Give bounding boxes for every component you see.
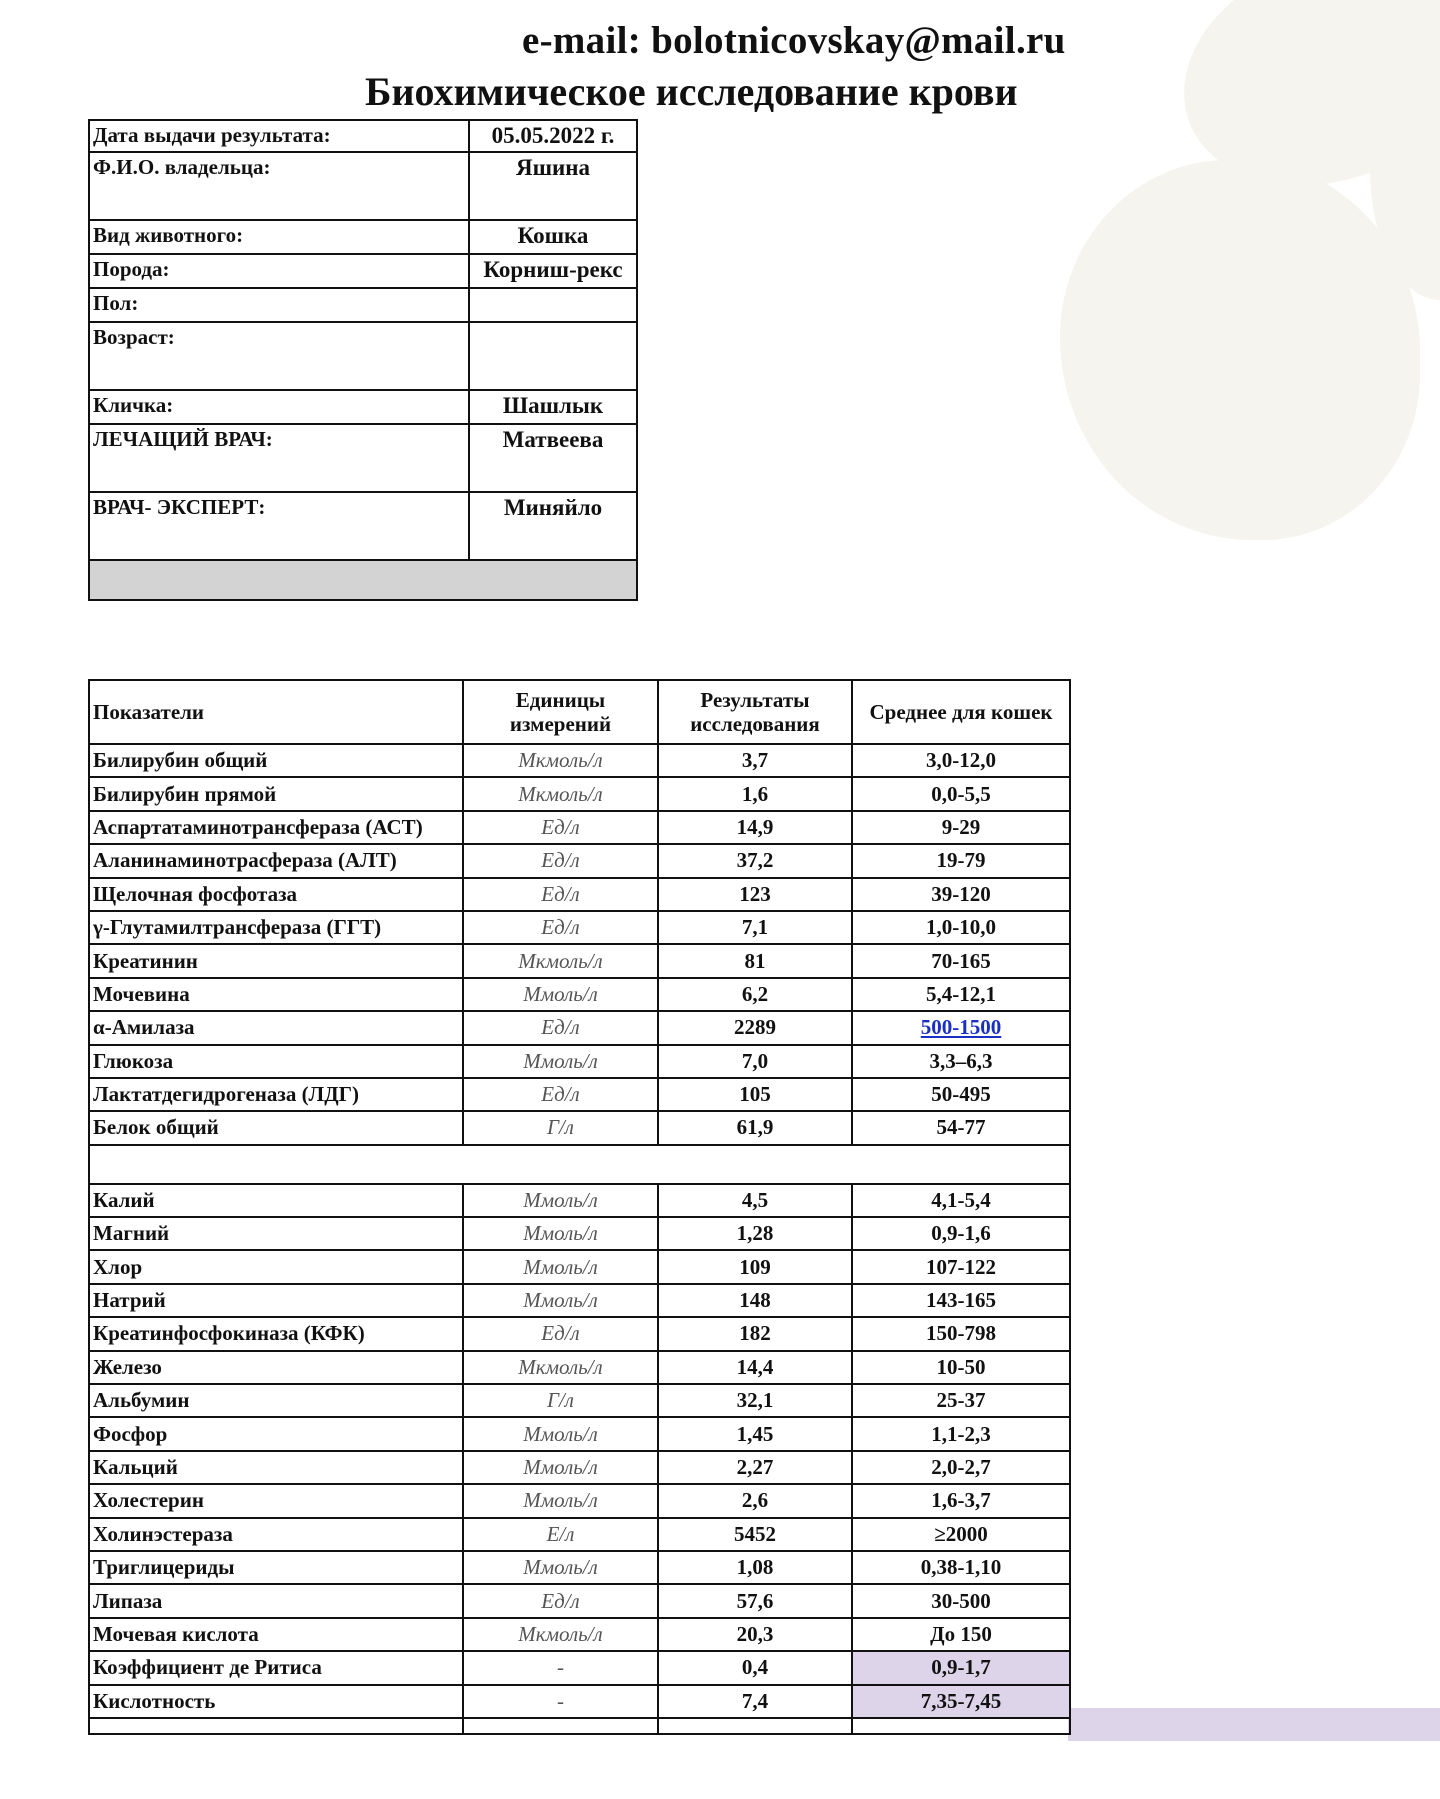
unit: Мкмоль/л [463,744,658,777]
empty-cell [463,1718,658,1734]
indicator-name: Аспартатаминотрансфераза (АСТ) [89,811,463,844]
unit: Ед/л [463,878,658,911]
unit: Мкмоль/л [463,944,658,977]
table-row [89,1351,1070,1384]
info-row [89,152,637,220]
reference-range: 30-500 [852,1584,1070,1617]
unit: Ммоль/л [463,1484,658,1517]
reference-range: 3,0-12,0 [852,744,1070,777]
indicator-name: Мочевая кислота [89,1618,463,1651]
indicator-name: Кислотность [89,1685,463,1718]
reference-range: 1,6-3,7 [852,1484,1070,1517]
info-label: ЛЕЧАЩИЙ ВРАЧ: [89,424,469,492]
reference-range: 150-798 [852,1317,1070,1350]
info-value: Корниш-рекс [469,254,637,288]
indicator-name: Креатинин [89,944,463,977]
info-value: Кошка [469,220,637,254]
table-row [89,878,1070,911]
header-indicator: Показатели [89,680,463,744]
indicator-name: Щелочная фосфотаза [89,878,463,911]
unit: Е/л [463,1518,658,1551]
result-value: 123 [658,878,852,911]
indicator-name: Белок общий [89,1111,463,1144]
table-row [89,944,1070,977]
header-units: Единицы измерений [463,680,658,744]
result-value: 105 [658,1078,852,1111]
page-title: Биохимическое исследование крови [365,69,1018,114]
reference-range: ≥2000 [852,1518,1070,1551]
result-value: 109 [658,1250,852,1283]
empty-cell [658,1718,852,1734]
table-row [89,811,1070,844]
info-value: Матвеева [469,424,637,492]
reference-range: До 150 [852,1618,1070,1651]
indicator-name: Липаза [89,1584,463,1617]
unit: Ммоль/л [463,1417,658,1450]
unit: Мкмоль/л [463,1351,658,1384]
table-row [89,1417,1070,1450]
patient-info-table [88,119,638,601]
result-value: 81 [658,944,852,977]
indicator-name: Натрий [89,1284,463,1317]
unit: Ммоль/л [463,1184,658,1217]
result-value: 7,4 [658,1685,852,1718]
indicator-name: Фосфор [89,1417,463,1450]
reference-range: 39-120 [852,878,1070,911]
reference-range: 5,4-12,1 [852,978,1070,1011]
table-row [89,777,1070,810]
indicator-name: Кальций [89,1451,463,1484]
indicator-name: Калий [89,1184,463,1217]
indicator-name: Аланинаминотрасфераза (АЛТ) [89,844,463,877]
table-row [89,1551,1070,1584]
trailing-row [89,1718,1070,1734]
info-row [89,254,637,288]
reference-range: 9-29 [852,811,1070,844]
indicator-name: γ-Глутамилтрансфераза (ГГТ) [89,911,463,944]
indicator-name: α-Амилаза [89,1011,463,1044]
reference-range: 0,9-1,6 [852,1217,1070,1250]
table-row [89,1451,1070,1484]
info-label: Порода: [89,254,469,288]
table-row [89,1685,1070,1718]
info-value [469,322,637,390]
reference-range: 70-165 [852,944,1070,977]
result-value: 2,6 [658,1484,852,1517]
background-paw-shape [1060,160,1420,540]
indicator-name: Триглицериды [89,1551,463,1584]
indicator-name: Билирубин общий [89,744,463,777]
table-row [89,978,1070,1011]
result-value: 3,7 [658,744,852,777]
reference-range: 50-495 [852,1078,1070,1111]
indicator-name: Холестерин [89,1484,463,1517]
table-row [89,1250,1070,1283]
info-value: Миняйло [469,492,637,560]
reference-range: 25-37 [852,1384,1070,1417]
table-row [89,1484,1070,1517]
info-row [89,390,637,424]
table-row [89,1284,1070,1317]
info-row [89,120,637,152]
unit: Г/л [463,1384,658,1417]
unit: Ммоль/л [463,1451,658,1484]
reference-range: 10-50 [852,1351,1070,1384]
indicator-name: Хлор [89,1250,463,1283]
info-label: Пол: [89,288,469,322]
reference-link[interactable]: 500-1500 [920,1015,1002,1040]
unit: Ед/л [463,1584,658,1617]
reference-range: 143-165 [852,1284,1070,1317]
table-row [89,1317,1070,1350]
table-row [89,744,1070,777]
table-row [89,1011,1070,1044]
info-footer-row [89,560,637,600]
reference-range: 54-77 [852,1111,1070,1144]
result-value: 1,6 [658,777,852,810]
spacer-cell [89,1145,1070,1184]
reference-range [852,1011,1070,1044]
reference-range: 1,0-10,0 [852,911,1070,944]
result-value: 2289 [658,1011,852,1044]
info-value: 05.05.2022 г. [469,120,637,152]
indicator-name: Магний [89,1217,463,1250]
unit: Ммоль/л [463,1045,658,1078]
info-label: Ф.И.О. владельца: [89,152,469,220]
table-row [89,1078,1070,1111]
spacer-row [89,1145,1070,1184]
indicator-name: Мочевина [89,978,463,1011]
reference-range: 0,38-1,10 [852,1551,1070,1584]
indicator-name: Альбумин [89,1384,463,1417]
unit: Ед/л [463,811,658,844]
reference-range: 4,1-5,4 [852,1184,1070,1217]
result-value: 1,45 [658,1417,852,1450]
results-table [88,679,1071,1735]
result-value: 6,2 [658,978,852,1011]
unit: Ед/л [463,1078,658,1111]
unit: Ед/л [463,1011,658,1044]
unit: Ед/л [463,911,658,944]
result-value: 37,2 [658,844,852,877]
info-row [89,288,637,322]
info-row [89,322,637,390]
table-row [89,1045,1070,1078]
table-row [89,1184,1070,1217]
result-value: 4,5 [658,1184,852,1217]
highlight-strip [1068,1708,1440,1741]
gray-bar [89,560,637,600]
empty-cell [852,1718,1070,1734]
info-label: Кличка: [89,390,469,424]
indicator-name: Лактатдегидрогеназа (ЛДГ) [89,1078,463,1111]
reference-range: 107-122 [852,1250,1070,1283]
table-row [89,1651,1070,1684]
unit: Мкмоль/л [463,1618,658,1651]
indicator-name: Железо [89,1351,463,1384]
info-value [469,288,637,322]
table-row [89,1217,1070,1250]
reference-range: 1,1-2,3 [852,1417,1070,1450]
indicator-name: Холинэстераза [89,1518,463,1551]
reference-range: 19-79 [852,844,1070,877]
unit: Г/л [463,1111,658,1144]
unit: Ммоль/л [463,1284,658,1317]
unit: Ммоль/л [463,1551,658,1584]
result-value: 0,4 [658,1651,852,1684]
result-value: 20,3 [658,1618,852,1651]
header-reference: Среднее для кошек [852,680,1070,744]
info-label: Дата выдачи результата: [89,120,469,152]
info-label: Вид животного: [89,220,469,254]
table-row [89,1584,1070,1617]
info-label: ВРАЧ- ЭКСПЕРТ: [89,492,469,560]
unit: Ммоль/л [463,1250,658,1283]
table-row [89,844,1070,877]
table-row [89,1618,1070,1651]
info-label: Возраст: [89,322,469,390]
result-value: 5452 [658,1518,852,1551]
unit: Ммоль/л [463,978,658,1011]
reference-range: 0,0-5,5 [852,777,1070,810]
info-row [89,424,637,492]
unit: - [463,1651,658,1684]
result-value: 1,28 [658,1217,852,1250]
reference-range: 2,0-2,7 [852,1451,1070,1484]
table-header-row [89,680,1070,744]
result-value: 7,0 [658,1045,852,1078]
indicator-name: Креатинфосфокиназа (КФК) [89,1317,463,1350]
table-row [89,1384,1070,1417]
info-row [89,492,637,560]
unit: Мкмоль/л [463,777,658,810]
result-value: 7,1 [658,911,852,944]
reference-range: 7,35-7,45 [852,1685,1070,1718]
result-value: 57,6 [658,1584,852,1617]
result-value: 2,27 [658,1451,852,1484]
indicator-name: Билирубин прямой [89,777,463,810]
result-value: 32,1 [658,1384,852,1417]
reference-range: 3,3–6,3 [852,1045,1070,1078]
table-row [89,911,1070,944]
info-row [89,220,637,254]
unit: Ед/л [463,1317,658,1350]
result-value: 14,9 [658,811,852,844]
info-value: Шашлык [469,390,637,424]
indicator-name: Глюкоза [89,1045,463,1078]
result-value: 182 [658,1317,852,1350]
email-header: e-mail: bolotnicovskay@mail.ru [522,19,1066,62]
result-value: 148 [658,1284,852,1317]
table-row [89,1518,1070,1551]
indicator-name: Коэффициент де Ритиса [89,1651,463,1684]
result-value: 1,08 [658,1551,852,1584]
table-row [89,1111,1070,1144]
header-results: Результаты исследования [658,680,852,744]
unit: - [463,1685,658,1718]
unit: Ед/л [463,844,658,877]
result-value: 61,9 [658,1111,852,1144]
empty-cell [89,1718,463,1734]
result-value: 14,4 [658,1351,852,1384]
unit: Ммоль/л [463,1217,658,1250]
reference-range: 0,9-1,7 [852,1651,1070,1684]
info-value: Яшина [469,152,637,220]
